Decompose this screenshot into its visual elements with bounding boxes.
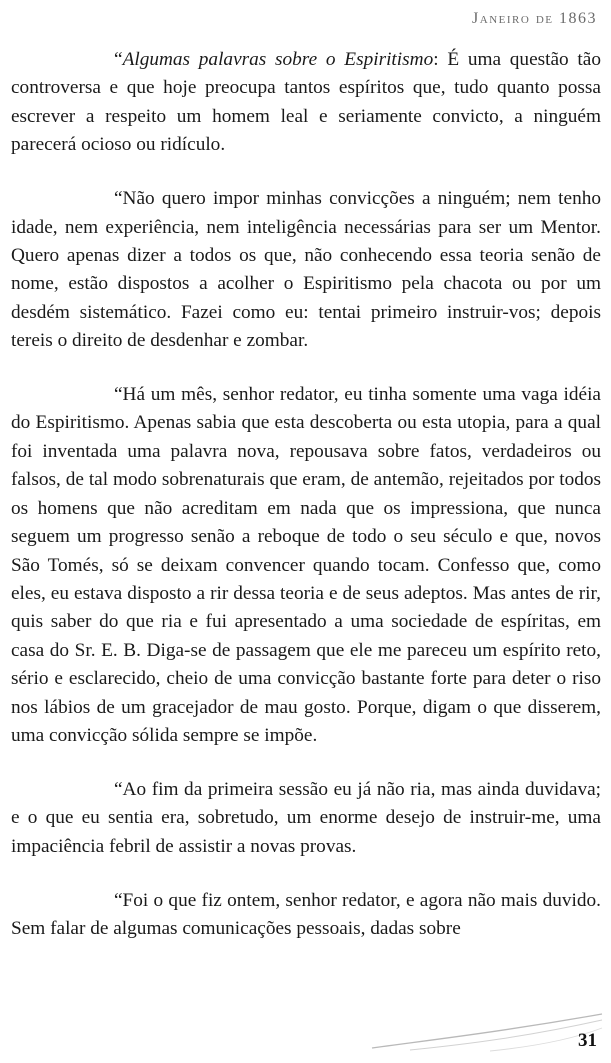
page-number: 31 bbox=[578, 1030, 597, 1051]
running-head: Janeiro de 1863 bbox=[472, 10, 597, 27]
paragraph-1-text: : É uma questão tão controversa e que hoje preocupa tantos espíritos que, tudo quanto possa escrever a respeito um homem leal e seriamente convicto, a ninguém parecerá ocioso ou ridículo. bbox=[11, 49, 601, 156]
italic-title: Algumas palavras sobre o Espiritismo bbox=[122, 49, 434, 70]
paragraph-5: “Foi o que fiz ontem, senhor redator, e agora não mais duvido. Sem falar de algumas comunicações pessoais, dadas sobre bbox=[11, 889, 601, 939]
paragraph-1 bbox=[11, 46, 601, 160]
footer-swoosh-ornament bbox=[370, 1010, 605, 1054]
paragraph-4: “Ao fim da primeira sessão eu já não ria, mas ainda duvidava; e o que eu sentia era, sobretudo, um enorme desejo de instruir-me, uma impaciência febril de assistir a novas provas. bbox=[11, 778, 601, 857]
paragraph-2: “Não quero impor minhas convicções a ninguém; nem tenho idade, nem experiência, nem inteligência necessárias para ser um Mentor. Quero apenas dizer a todos os que, não conhecendo essa teoria senão de nome, estão dispostos a acolher o Espiritismo pela chacota ou por um desdém sistemático. Fazei como eu: tentai primeiro instruir-vos; depois tereis o direito de desdenhar e zombar. bbox=[11, 188, 601, 352]
open-quote: “ bbox=[114, 49, 123, 70]
page-body bbox=[11, 46, 601, 969]
paragraph-3: “Há um mês, senhor redator, eu tinha somente uma vaga idéia do Espiritismo. Apenas sabia que esta descoberta ou esta utopia, para a qual foi inventada uma palavra nova, repousava sobre fatos, verdadeiros ou falsos, de tal modo sobrenaturais que eram, de antemão, rejeitados por todos os homens que não acreditam em nada que os impressiona, que nunca seguem um progresso senão a reboque de todo o seu século e que, novos São Tomés, só se deixam convencer quando tocam. Confesso que, como eles, eu estava disposto a rir dessa teoria e de seus adeptos. Mas antes de rir, quis saber do que ria e fui apresentado a uma sociedade de espíritas, em casa do Sr. E. B. Diga-se de passagem que ele me pareceu um espírito reto, sério e esclarecido, cheio de uma convicção bastante forte para deter o riso nos lábios de um gracejador de mau gosto. Porque, digam o que disserem, uma convicção sólida sempre se impõe. bbox=[11, 384, 601, 746]
